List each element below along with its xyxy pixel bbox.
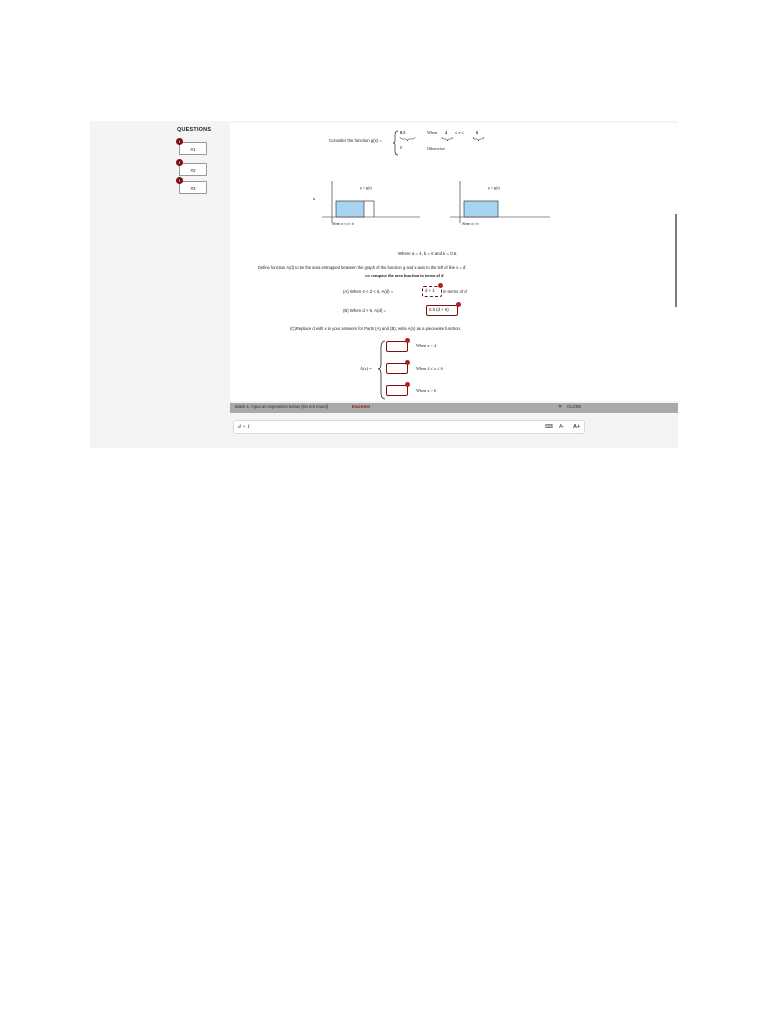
error-icon — [405, 382, 410, 387]
case1-value: 0.5 — [400, 130, 406, 135]
part-a-suffix: in terms of d — [443, 289, 467, 294]
increase-font-button[interactable]: A+ — [573, 424, 581, 430]
question-button-1[interactable] — [178, 139, 207, 155]
case1-mid: ≤ x ≤ — [455, 130, 465, 135]
error-icon — [456, 302, 461, 307]
piece2-cond: When 4 ≤ x ≤ 6 — [416, 366, 443, 371]
error-badge: ! — [176, 177, 183, 184]
question-label: #2 — [190, 168, 196, 173]
graph-right — [440, 179, 560, 229]
case2-when: Otherwise — [427, 146, 445, 151]
answer-input[interactable] — [233, 420, 585, 434]
error-icon — [405, 360, 410, 365]
part-b-answer-box[interactable] — [426, 305, 458, 316]
question-button-2[interactable] — [178, 160, 207, 176]
error-icon — [405, 338, 410, 343]
piece1-cond: When x < 4 — [416, 343, 437, 348]
close-button[interactable]: CLOSE — [567, 404, 582, 409]
case2-value: 0 — [400, 145, 403, 150]
graph-left-caption: When a < d < b — [332, 222, 354, 226]
scrollbar[interactable] — [675, 214, 677, 307]
case1-lower: 4 — [445, 130, 448, 135]
question-panel — [230, 123, 678, 401]
underbraces — [398, 136, 488, 144]
graph-right-caption: When d > b — [462, 222, 479, 226]
consider-text: Consider the function g(x) = — [329, 138, 382, 143]
piece1-answer-box[interactable] — [386, 341, 408, 352]
app-window — [90, 121, 678, 448]
define-text: Define function A(d) to be the area entrapped between the graph of the function g and x-axis to the left of line x = d: — [258, 265, 467, 270]
question-label: #1 — [190, 147, 196, 152]
status-bar — [230, 403, 678, 413]
question-button-3[interactable] — [178, 178, 207, 194]
error-badge: ! — [176, 159, 183, 166]
error-icon — [438, 283, 443, 288]
piece2-answer-box[interactable] — [386, 363, 408, 374]
keyboard-icon[interactable]: ⌨ — [545, 424, 553, 430]
case1-when: When — [427, 130, 438, 135]
piecewise-label: A(x) = — [360, 366, 372, 371]
status-text: Blank 1: Input an expression below (Do not round) — [235, 404, 329, 409]
close-icon[interactable]: ✕ — [558, 403, 563, 410]
answer-input-value: d + 1 — [238, 424, 250, 430]
part-a-prefix: (A) When 4 < d < 6, A(d) = — [343, 289, 394, 294]
piece3-cond: When x > 6 — [416, 388, 437, 393]
error-badge: ! — [176, 138, 183, 145]
part-b-answer: 0.5 (d + 6) — [429, 307, 449, 312]
case1-upper: 6 — [476, 130, 479, 135]
question-label: #3 — [190, 186, 196, 191]
decrease-font-button[interactable]: A- — [559, 424, 565, 430]
piece3-answer-box[interactable] — [386, 385, 408, 396]
part-c-text: (C)Replace d with x in your answers for Parts (A) and (B); write A(x) as a piecewise function. — [290, 326, 462, 331]
compose-text: we compose the area function in terms of d — [365, 273, 444, 278]
graph-right-label: y = g(x) — [488, 186, 500, 190]
graph-left-label: y = g(x) — [360, 186, 372, 190]
part-b-prefix: (B) When d > 6, A(d) = — [343, 308, 386, 313]
status-badge: Incorrect — [352, 404, 370, 409]
params-text: Where a = 4, b = 6 and k = 0.5. — [398, 251, 458, 256]
part-a-answer: d + 1 — [425, 288, 435, 293]
questions-title: QUESTIONS — [177, 127, 212, 133]
